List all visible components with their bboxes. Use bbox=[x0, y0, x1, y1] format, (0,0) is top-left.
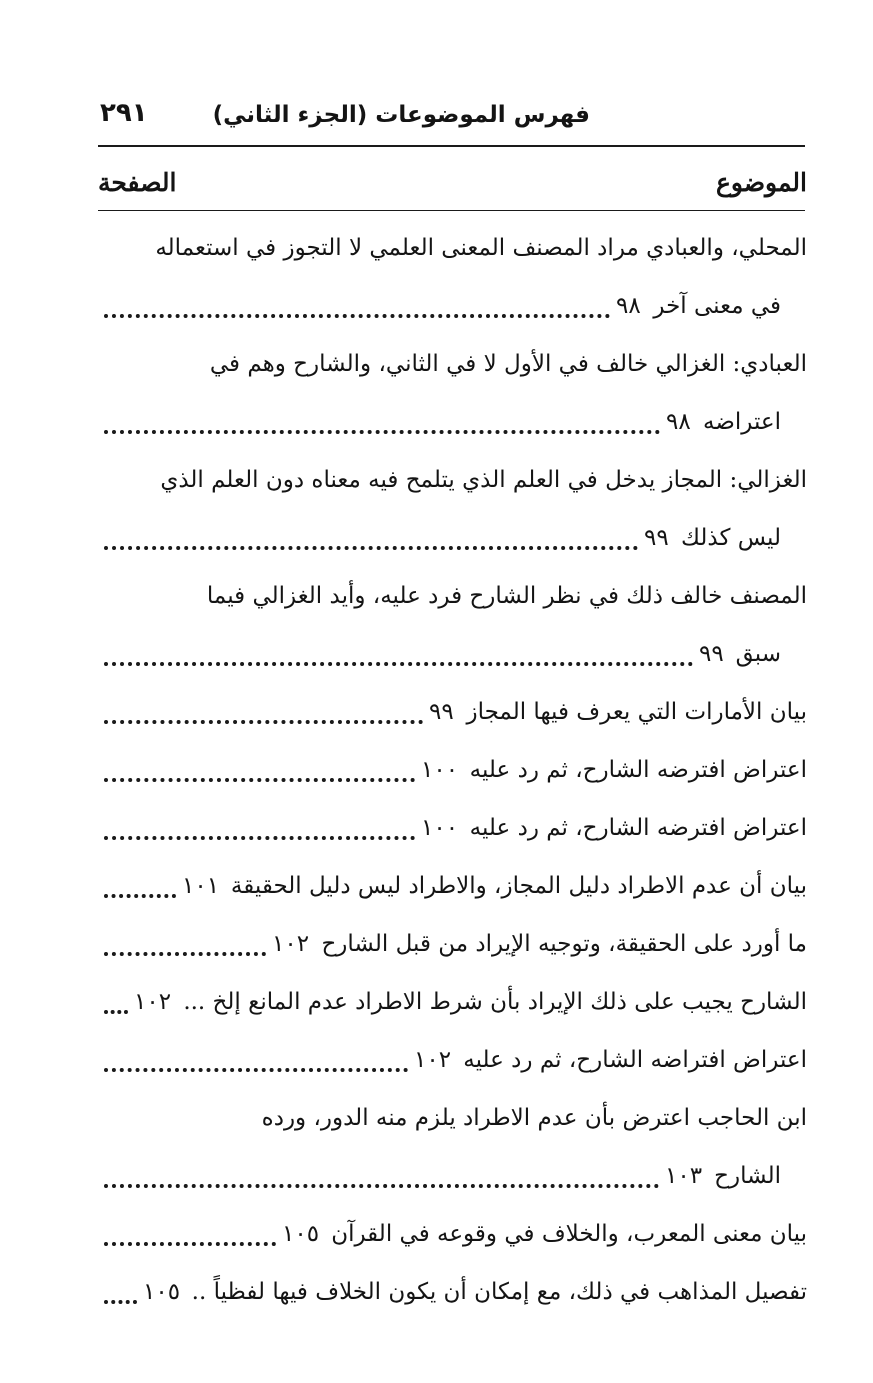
running-title: فهرس الموضوعات (الجزء الثاني) bbox=[212, 102, 590, 128]
dot-leader bbox=[104, 720, 423, 724]
index-entry-line bbox=[98, 744, 807, 796]
index-entry-line bbox=[98, 918, 807, 970]
index-entry-line bbox=[98, 860, 807, 912]
entry-page-number: ١٠٥ bbox=[282, 1221, 320, 1247]
topic-column-heading: الموضوع bbox=[716, 168, 807, 197]
column-heading-rule bbox=[98, 210, 805, 211]
index-entry-line bbox=[98, 1150, 781, 1202]
dot-leader bbox=[104, 662, 693, 666]
index-entry-line bbox=[98, 512, 781, 564]
index-entry-line bbox=[98, 396, 781, 448]
dot-leader bbox=[104, 894, 176, 898]
entry-title: المصنف خالف ذلك في نظر الشارح فرد عليه، وأيد الغزالي فيما bbox=[206, 583, 807, 609]
entry-title: العبادي: الغزالي خالف في الأول لا في الثاني، والشارح وهم في bbox=[209, 351, 807, 377]
dot-leader bbox=[104, 314, 610, 318]
entry-title: اعتراضه bbox=[703, 409, 781, 435]
dot-leader bbox=[104, 1010, 128, 1014]
entry-title: اعتراض افترضه الشارح، ثم رد عليه bbox=[469, 815, 807, 841]
entry-title: ليس كذلك bbox=[681, 525, 781, 551]
entry-title: سبق bbox=[735, 641, 781, 667]
index-entry-line bbox=[98, 222, 807, 274]
index-entry-line bbox=[98, 1034, 807, 1086]
index-entry-line bbox=[98, 1208, 807, 1260]
entry-title: ابن الحاجب اعترض بأن عدم الاطراد يلزم منه الدور، ورده bbox=[261, 1105, 807, 1131]
entry-title: تفصيل المذاهب في ذلك، مع إمكان أن يكون الخلاف فيها لفظياً .. bbox=[191, 1279, 807, 1305]
dot-leader bbox=[104, 778, 415, 782]
entry-title: الغزالي: المجاز يدخل في العلم الذي يتلمح فيه معناه دون العلم الذي bbox=[160, 467, 807, 493]
entry-page-number: ١٠٥ bbox=[143, 1279, 181, 1305]
entry-page-number: ١٠٢ bbox=[414, 1047, 452, 1073]
dot-leader bbox=[104, 1242, 276, 1246]
index-entry-line bbox=[98, 280, 781, 332]
entry-title: الشارح bbox=[714, 1163, 781, 1189]
entry-title: اعتراض افترضه الشارح، ثم رد عليه bbox=[469, 757, 807, 783]
index-entry-line bbox=[98, 338, 807, 390]
index-entry-line bbox=[98, 1092, 807, 1144]
column-headings bbox=[98, 168, 807, 204]
dot-leader bbox=[104, 952, 266, 956]
page-number: ٢٩١ bbox=[100, 98, 148, 128]
entry-page-number: ١٠٠ bbox=[421, 757, 459, 783]
entry-page-number: ٩٩ bbox=[429, 699, 454, 725]
entry-page-number: ٩٨ bbox=[616, 293, 641, 319]
index-entry-line bbox=[98, 976, 807, 1028]
dot-leader bbox=[104, 430, 660, 434]
entry-title: ما أورد على الحقيقة، وتوجيه الإيراد من قبل الشارح bbox=[321, 931, 807, 957]
index-entry-line bbox=[98, 628, 781, 680]
dot-leader bbox=[104, 1068, 408, 1072]
entry-page-number: ١٠٢ bbox=[272, 931, 310, 957]
dot-leader bbox=[104, 836, 415, 840]
entry-title: المحلي، والعبادي مراد المصنف المعنى العلمي لا التجوز في استعماله bbox=[155, 235, 807, 261]
index-entry-line bbox=[98, 686, 807, 738]
entry-page-number: ٩٩ bbox=[644, 525, 669, 551]
entry-title: بيان أن عدم الاطراد دليل المجاز، والاطراد ليس دليل الحقيقة bbox=[230, 873, 807, 899]
entry-title: في معنى آخر bbox=[653, 293, 781, 319]
entry-page-number: ١٠٠ bbox=[421, 815, 459, 841]
entry-page-number: ١٠٣ bbox=[665, 1163, 703, 1189]
index-entry-line bbox=[98, 802, 807, 854]
page-header bbox=[98, 98, 805, 138]
header-rule bbox=[98, 145, 805, 147]
page-column-heading: الصفحة bbox=[98, 168, 177, 197]
entry-page-number: ١٠١ bbox=[182, 873, 220, 899]
dot-leader bbox=[104, 1184, 659, 1188]
entry-title: بيان معنى المعرب، والخلاف في وقوعه في القرآن bbox=[331, 1221, 807, 1247]
entry-title: اعتراض افتراضه الشارح، ثم رد عليه bbox=[463, 1047, 807, 1073]
dot-leader bbox=[104, 1300, 137, 1304]
entry-page-number: ٩٩ bbox=[699, 641, 724, 667]
index-entry-line bbox=[98, 570, 807, 622]
entry-title: الشارح يجيب على ذلك الإيراد بأن شرط الاطراد عدم المانع إلخ ... bbox=[183, 989, 807, 1015]
index-entry-line bbox=[98, 1266, 807, 1318]
dot-leader bbox=[104, 546, 638, 550]
entry-title: بيان الأمارات التي يعرف فيها المجاز bbox=[466, 699, 807, 725]
index-entry-line bbox=[98, 454, 807, 506]
entry-page-number: ٩٨ bbox=[666, 409, 691, 435]
entry-page-number: ١٠٢ bbox=[134, 989, 172, 1015]
